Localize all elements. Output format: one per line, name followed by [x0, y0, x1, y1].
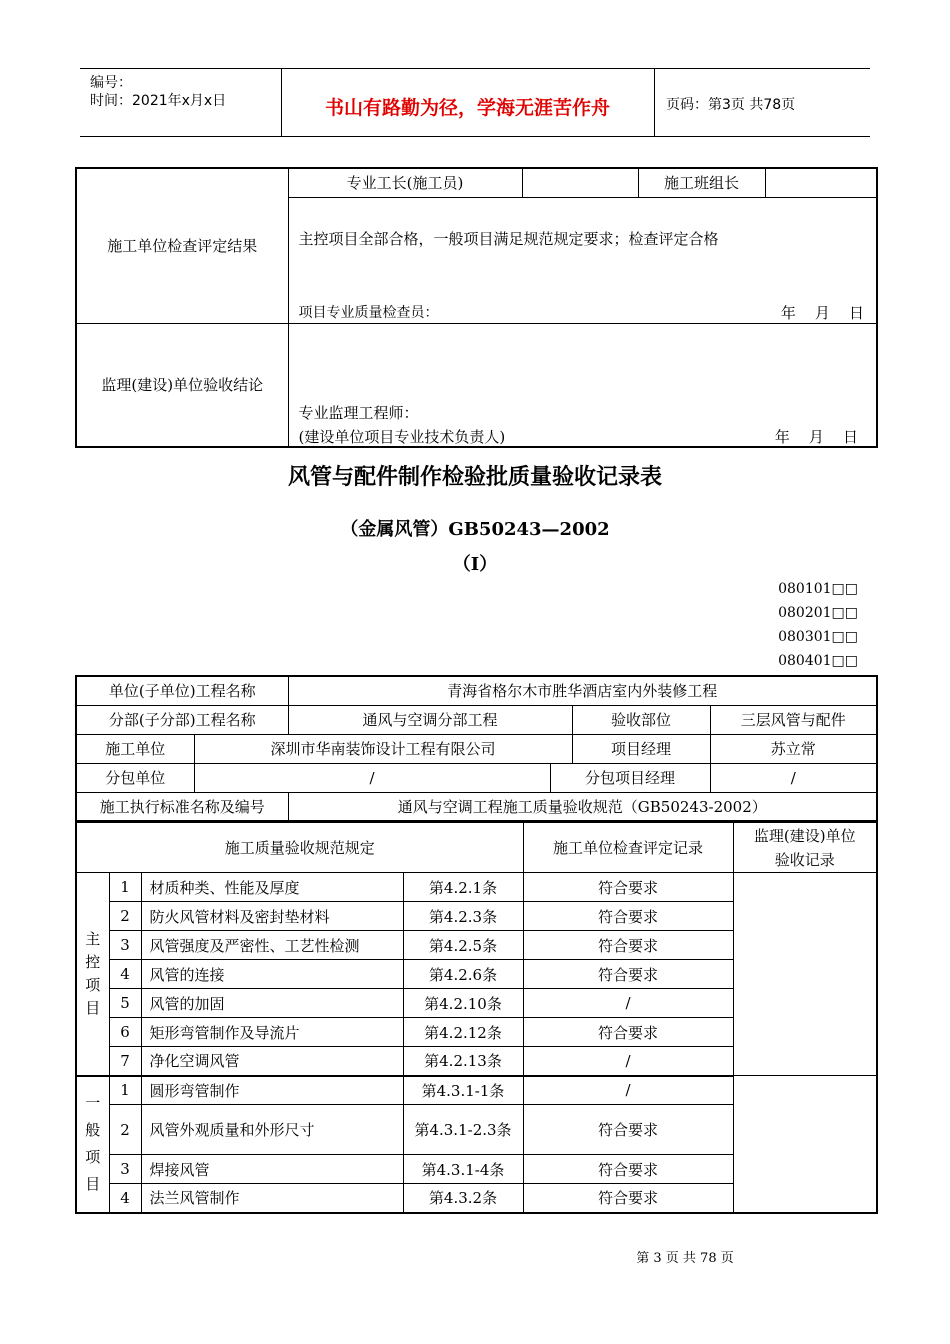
item-result: 符合要求: [523, 1155, 733, 1184]
item-number: 5: [109, 989, 141, 1018]
construction-result-cell: [288, 197, 877, 323]
item-clause: 第4.3.1-1条: [403, 1076, 523, 1105]
constructor-value: 深圳市华南装饰设计工程有限公司: [194, 734, 572, 763]
item-number: 6: [109, 1018, 141, 1047]
item-result: 符合要求: [523, 1105, 733, 1155]
item-name: 材质种类、性能及厚度: [141, 873, 403, 902]
document-roman-numeral: （Ⅰ）: [452, 554, 498, 575]
batch-code: 080301□□: [778, 629, 858, 645]
sub-project-value: 通风与空调分部工程: [288, 705, 572, 734]
item-result: 符合要求: [523, 1184, 733, 1213]
foreman-label: 专业工长(施工员): [288, 168, 522, 197]
general-items-group-label: 一般项目: [76, 1076, 109, 1213]
item-number: 3: [109, 1155, 141, 1184]
supervisor-date: 年 月 日: [774, 427, 858, 446]
header-divider: [654, 68, 655, 136]
header-bottom-rule: [80, 136, 870, 137]
item-result: /: [523, 1047, 733, 1076]
item-result: 符合要求: [523, 931, 733, 960]
inspector-date: 年 月 日: [780, 303, 864, 322]
sub-project-label: 分部(子分部)工程名称: [76, 705, 288, 734]
item-clause: 第4.3.1-4条: [403, 1155, 523, 1184]
standard-value: 通风与空调工程施工质量验收规范（GB50243-2002）: [288, 792, 877, 821]
main-items-group-label: 主控项目: [76, 873, 109, 1076]
item-result: 符合要求: [523, 873, 733, 902]
item-name: 法兰风管制作: [141, 1184, 403, 1213]
acceptance-part-label: 验收部位: [572, 705, 710, 734]
item-clause: 第4.2.13条: [403, 1047, 523, 1076]
supervision-conclusion-cell: [288, 323, 877, 447]
supervision-conclusion-label: 监理(建设)单位验收结论: [76, 323, 288, 447]
header-number: 编号：: [90, 75, 132, 91]
item-number: 3: [109, 931, 141, 960]
item-number: 7: [109, 1047, 141, 1076]
document-title: 风管与配件制作检验批质量验收记录表: [287, 465, 662, 490]
item-name: 圆形弯管制作: [141, 1076, 403, 1105]
project-manager-label: 项目经理: [572, 734, 710, 763]
item-result: 符合要求: [523, 960, 733, 989]
header-motto: 书山有路勤为径，学海无涯苦作舟: [324, 97, 610, 119]
header-top-rule: [80, 68, 870, 69]
supervisor-label: 专业监理工程师：: [298, 403, 419, 422]
item-number: 1: [109, 1076, 141, 1105]
batch-codes: [700, 577, 858, 673]
foreman-value: [522, 168, 638, 197]
header-time: 时间：2021年x月x日: [90, 93, 227, 109]
item-result: /: [523, 989, 733, 1018]
item-number: 1: [109, 873, 141, 902]
team-leader-label: 施工班组长: [638, 168, 765, 197]
item-clause: 第4.2.1条: [403, 873, 523, 902]
document-subtitle: （金属风管）GB50243—2002: [340, 519, 610, 540]
constructor-label: 施工单位: [76, 734, 194, 763]
item-name: 净化空调风管: [141, 1047, 403, 1076]
batch-code: 080401□□: [778, 653, 858, 669]
page-footer: 第 3 页 共 78 页: [636, 1251, 734, 1266]
main-items-supervision-cell: [733, 873, 877, 1076]
batch-code: 080201□□: [778, 605, 858, 621]
construction-result-text: 主控项目全部合格，一般项目满足规范规定要求；检查评定合格: [298, 229, 719, 248]
header-page-number: 页码：第3页 共78页: [666, 97, 796, 113]
item-clause: 第4.3.2条: [403, 1184, 523, 1213]
item-number: 4: [109, 960, 141, 989]
item-clause: 第4.2.3条: [403, 902, 523, 931]
supervision-record-header: 监理(建设)单位验收记录: [733, 823, 877, 873]
quality-inspector-label: 项目专业质量检查员：: [298, 304, 439, 321]
standard-label: 施工执行标准名称及编号: [76, 792, 288, 821]
team-leader-value: [765, 168, 877, 197]
item-number: 2: [109, 1105, 141, 1155]
spec-header: 施工质量验收规范规定: [76, 823, 523, 873]
item-name: 矩形弯管制作及导流片: [141, 1018, 403, 1047]
item-result: 符合要求: [523, 902, 733, 931]
item-number: 2: [109, 902, 141, 931]
acceptance-part-value: 三层风管与配件: [710, 705, 877, 734]
item-clause: 第4.2.10条: [403, 989, 523, 1018]
item-result: 符合要求: [523, 1018, 733, 1047]
subcontractor-label: 分包单位: [76, 763, 194, 792]
item-clause: 第4.2.6条: [403, 960, 523, 989]
sub-manager-label: 分包项目经理: [550, 763, 710, 792]
project-info-table: [75, 675, 878, 822]
item-clause: 第4.3.1-2.3条: [403, 1105, 523, 1155]
item-number: 4: [109, 1184, 141, 1213]
item-name: 风管的连接: [141, 960, 403, 989]
owner-technical-label: (建设单位项目专业技术负责人): [298, 427, 506, 446]
general-items-supervision-cell: [733, 1076, 877, 1213]
check-record-header: 施工单位检查评定记录: [523, 823, 733, 873]
project-manager-value: 苏立常: [710, 734, 877, 763]
unit-project-label: 单位(子单位)工程名称: [76, 676, 288, 705]
construction-result-label: 施工单位检查评定结果: [76, 168, 288, 323]
item-name: 风管强度及严密性、工艺性检测: [141, 931, 403, 960]
inspection-items-table: [75, 822, 878, 1214]
item-name: 焊接风管: [141, 1155, 403, 1184]
inspection-conclusion-table: [75, 167, 878, 448]
batch-code: 080101□□: [778, 581, 858, 597]
item-name: 风管外观质量和外形尺寸: [141, 1105, 403, 1155]
unit-project-value: 青海省格尔木市胜华酒店室内外装修工程: [288, 676, 877, 705]
item-clause: 第4.2.12条: [403, 1018, 523, 1047]
item-name: 防火风管材料及密封垫材料: [141, 902, 403, 931]
item-result: /: [523, 1076, 733, 1105]
item-name: 风管的加固: [141, 989, 403, 1018]
sub-manager-value: /: [710, 763, 877, 792]
item-clause: 第4.2.5条: [403, 931, 523, 960]
subcontractor-value: /: [194, 763, 550, 792]
